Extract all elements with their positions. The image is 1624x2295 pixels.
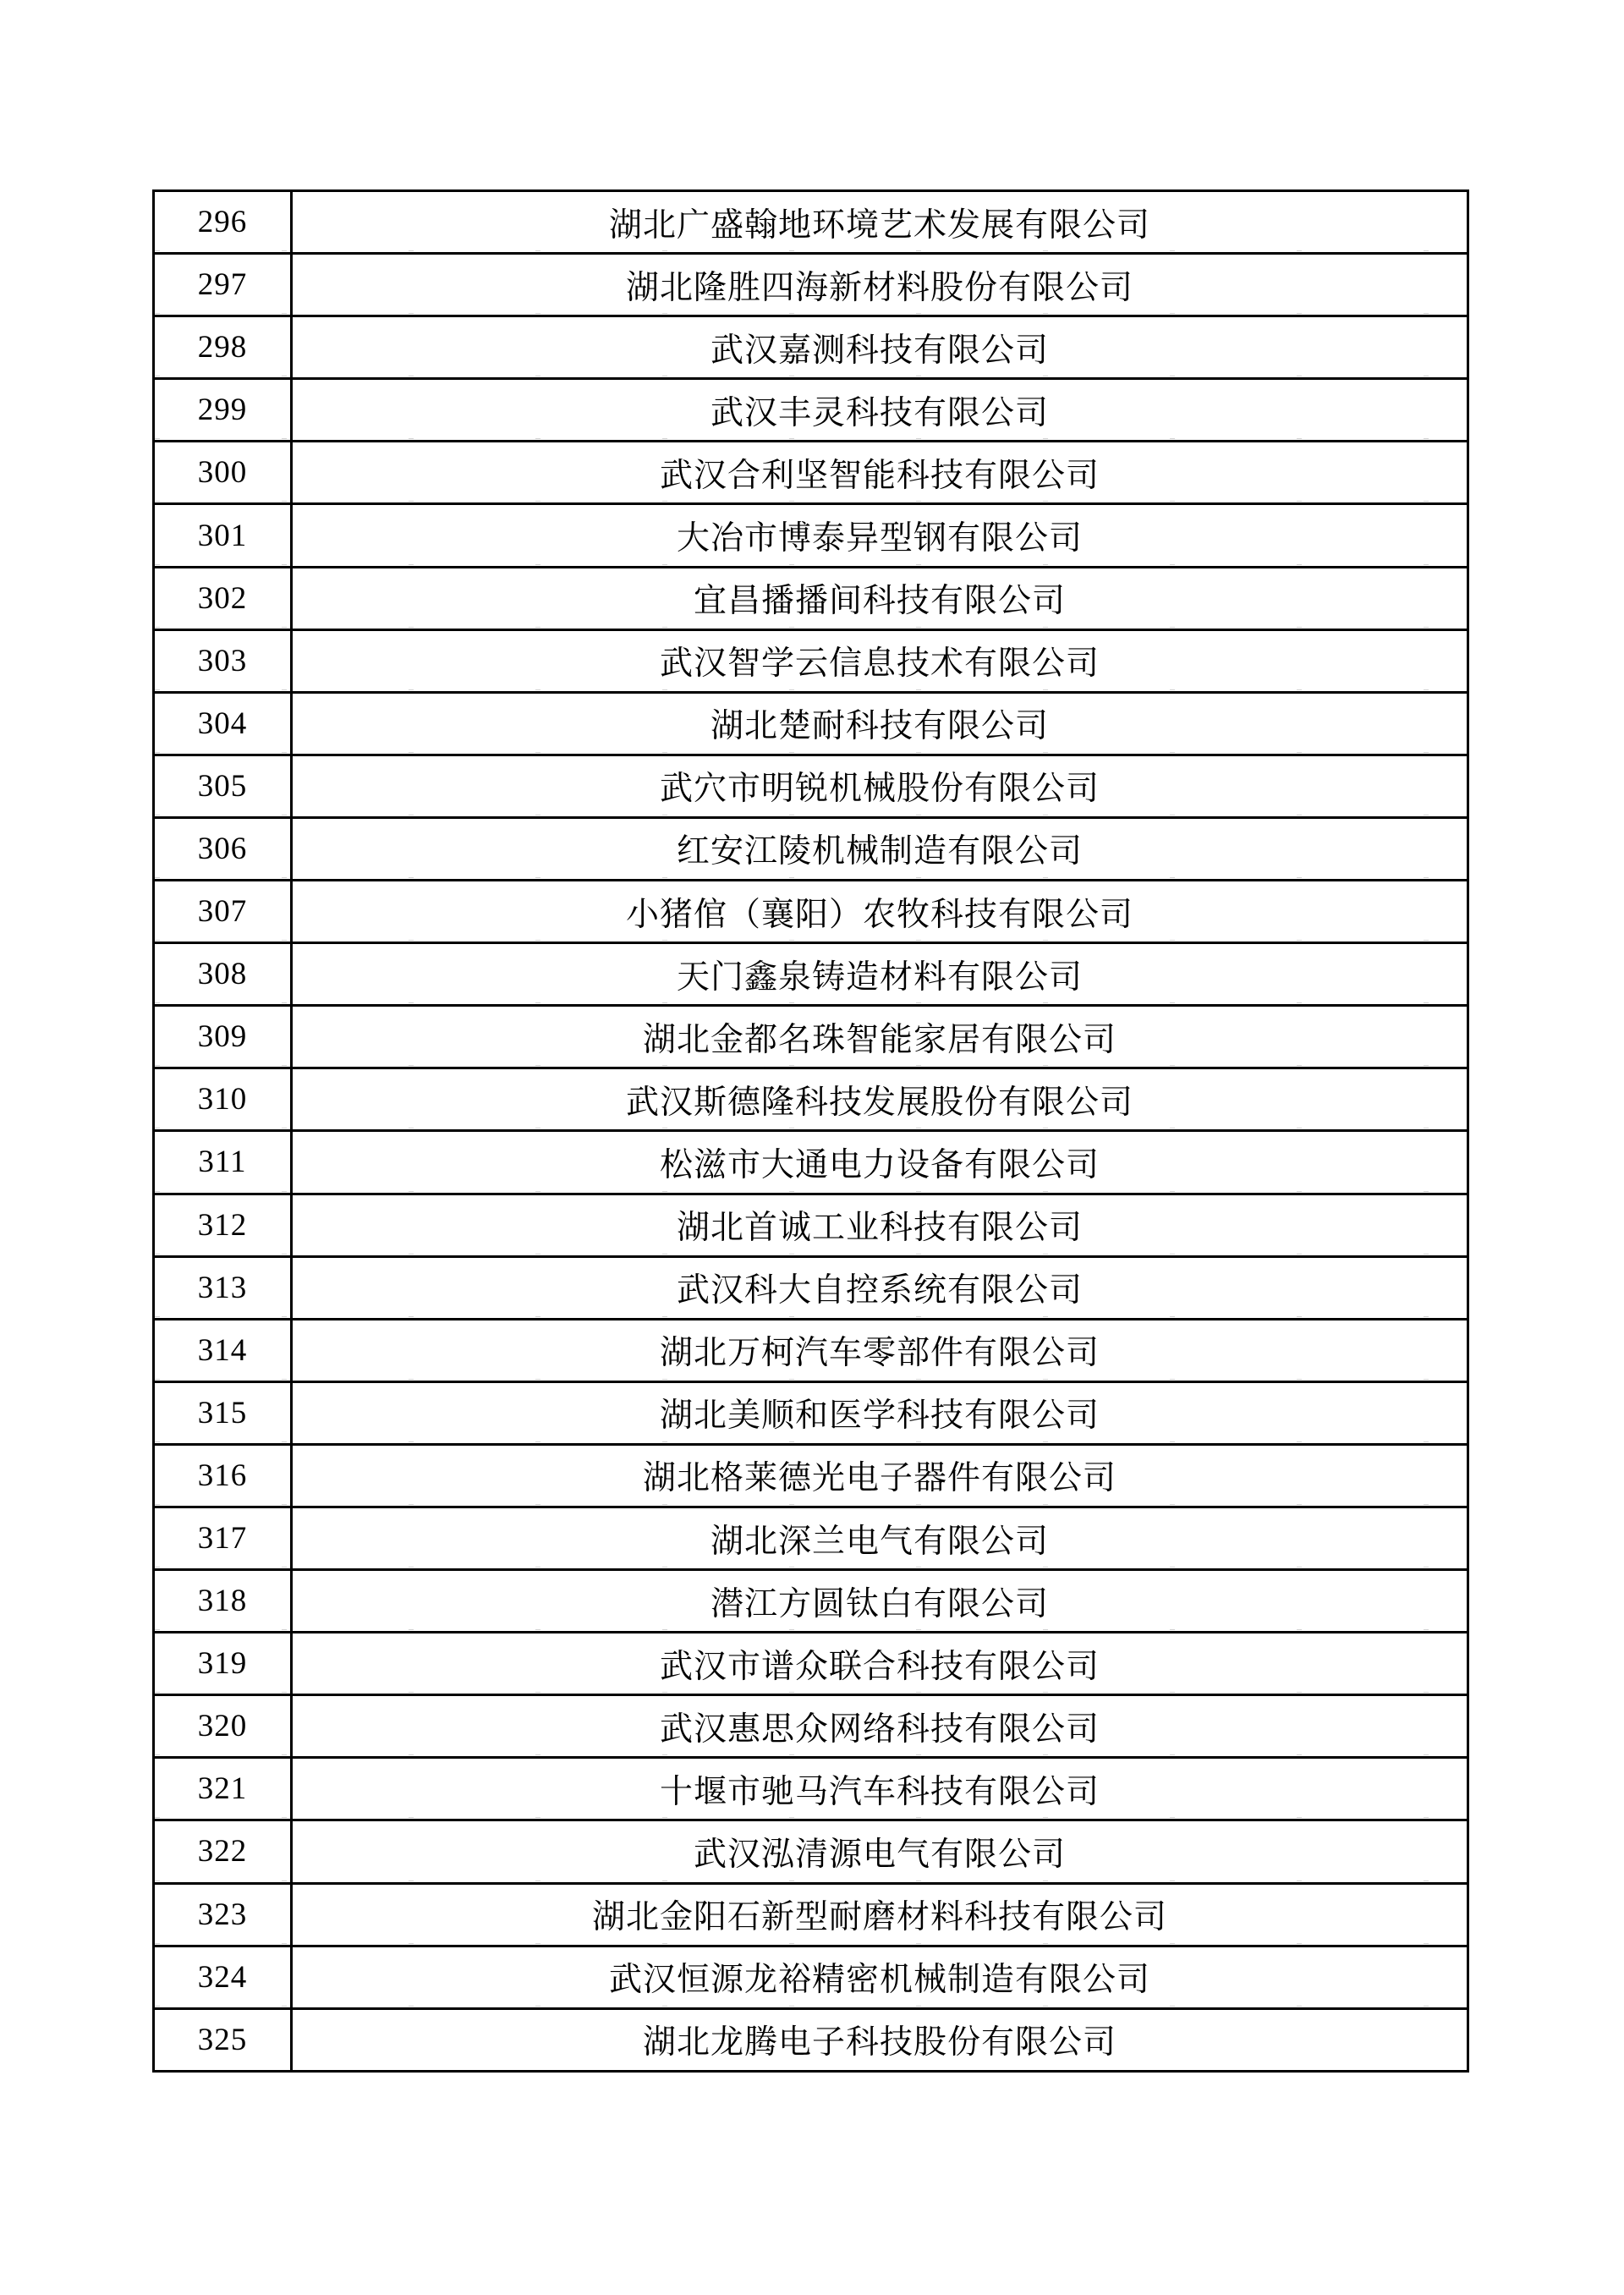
table-row [155,442,1467,505]
row-number-cell [155,505,293,565]
row-number-cell [155,1759,293,1819]
table-row [155,1696,1467,1759]
table-row [155,1821,1467,1884]
company-name-cell [293,1069,1467,1129]
row-number-cell [155,1195,293,1255]
company-name-cell [293,505,1467,565]
row-number: 315 [197,1395,248,1430]
table-row [155,1132,1467,1194]
table-row [155,944,1467,1007]
row-number-cell [155,631,293,691]
company-name-cell [293,1132,1467,1192]
row-number-cell [155,1258,293,1318]
company-name: 松滋市大通电力设备有限公司 [659,1146,1100,1183]
row-number: 312 [197,1207,248,1243]
row-number: 319 [197,1646,248,1682]
company-name: 武汉丰灵科技有限公司 [710,394,1049,431]
company-name: 十堰市驰马汽车科技有限公司 [659,1773,1100,1810]
table-row [155,881,1467,944]
row-number-cell [155,1947,293,2007]
row-number-cell [155,1633,293,1694]
company-name: 武汉合利坚智能科技有限公司 [659,457,1100,494]
company-name: 湖北龙腾电子科技股份有限公司 [642,2024,1116,2062]
company-name: 湖北楚耐科技有限公司 [710,708,1049,745]
row-number-cell [155,1132,293,1192]
row-number: 321 [197,1771,248,1807]
row-number-cell [155,192,293,252]
company-name: 湖北隆胜四海新材料股份有限公司 [625,269,1133,306]
company-name-cell [293,2010,1467,2070]
table-row [155,1383,1467,1446]
company-name-cell [293,192,1467,252]
table-row [155,1571,1467,1633]
company-name-cell [293,756,1467,816]
company-name-cell [293,255,1467,315]
table-row [155,568,1467,631]
row-number: 323 [197,1897,248,1932]
table-row [155,819,1467,881]
table-row [155,1885,1467,1947]
row-number: 320 [197,1709,248,1744]
row-number: 310 [197,1082,248,1117]
row-number-cell [155,1508,293,1568]
company-name: 湖北广盛翰地环境艺术发展有限公司 [608,206,1150,244]
row-number-cell [155,1069,293,1129]
table-row [155,694,1467,756]
company-name-cell [293,1885,1467,1945]
company-name: 湖北金阳石新型耐磨材料科技有限公司 [591,1899,1167,1936]
table-row [155,1633,1467,1696]
company-name-cell [293,1258,1467,1318]
company-name-cell [293,442,1467,502]
company-name-cell [293,1947,1467,2007]
row-number-cell [155,819,293,879]
company-name-cell [293,1821,1467,1881]
company-name-cell [293,317,1467,377]
row-number: 308 [197,957,248,992]
company-name-cell [293,1633,1467,1694]
company-name: 武汉惠思众网络科技有限公司 [659,1710,1100,1748]
row-number: 303 [197,643,248,678]
row-number-cell [155,694,293,754]
company-name: 湖北万柯汽车零部件有限公司 [659,1335,1100,1372]
company-name: 湖北金都名珠智能家居有限公司 [642,1021,1116,1058]
row-number: 313 [197,1270,248,1305]
row-number-cell [155,1320,293,1381]
company-name-cell [293,881,1467,942]
row-number: 299 [197,393,248,428]
row-number-cell [155,1446,293,1506]
row-number: 305 [197,768,248,804]
company-name-cell [293,1759,1467,1819]
company-name-cell [293,631,1467,691]
table-row [155,1759,1467,1821]
table-row [155,2010,1467,2070]
company-name: 武穴市明锐机械股份有限公司 [659,771,1100,808]
row-number: 314 [197,1332,248,1368]
company-name: 小猪倌（襄阳）农牧科技有限公司 [625,896,1133,933]
row-number: 302 [197,580,248,616]
row-number: 298 [197,330,248,365]
row-number: 300 [197,455,248,491]
row-number-cell [155,1821,293,1881]
table-row [155,317,1467,380]
row-number-cell [155,2010,293,2070]
row-number-cell [155,1696,293,1756]
row-number-cell [155,1571,293,1631]
company-name-cell [293,1446,1467,1506]
row-number: 301 [197,518,248,553]
row-number-cell [155,756,293,816]
table-row [155,1320,1467,1383]
company-name: 湖北首诚工业科技有限公司 [676,1210,1083,1247]
company-name: 大冶市博泰异型钢有限公司 [676,520,1083,557]
company-name-cell [293,819,1467,879]
company-name: 武汉斯德隆科技发展股份有限公司 [625,1084,1133,1121]
table-row [155,1947,1467,2010]
company-name: 武汉智学云信息技术有限公司 [659,645,1100,683]
table-row [155,255,1467,317]
company-name-cell [293,1007,1467,1067]
row-number: 306 [197,831,248,866]
table-row [155,1007,1467,1069]
table-row [155,1069,1467,1132]
table-row [155,1258,1467,1320]
row-number: 325 [197,2022,248,2057]
company-name: 湖北格莱德光电子器件有限公司 [642,1460,1116,1497]
company-name: 武汉泓清源电气有限公司 [693,1836,1066,1873]
company-name: 武汉嘉测科技有限公司 [710,332,1049,369]
company-name: 天门鑫泉铸造材料有限公司 [676,958,1083,996]
company-name: 湖北深兰电气有限公司 [710,1523,1049,1560]
company-name-cell [293,1383,1467,1443]
table-row [155,505,1467,568]
table-row [155,380,1467,442]
company-name-cell [293,1320,1467,1381]
company-name-cell [293,1508,1467,1568]
table-row [155,631,1467,694]
row-number-cell [155,944,293,1004]
row-number-cell [155,255,293,315]
company-list-table [152,189,1469,2073]
company-name-cell [293,944,1467,1004]
company-name: 武汉市谱众联合科技有限公司 [659,1648,1100,1685]
company-name: 湖北美顺和医学科技有限公司 [659,1397,1100,1435]
row-number: 324 [197,1959,248,1995]
company-name: 宜昌播播间科技有限公司 [693,583,1066,620]
row-number: 309 [197,1019,248,1055]
row-number: 317 [197,1521,248,1557]
company-name-cell [293,1696,1467,1756]
row-number: 316 [197,1458,248,1493]
row-number: 318 [197,1584,248,1619]
row-number-cell [155,317,293,377]
company-name-cell [293,568,1467,629]
row-number-cell [155,1007,293,1067]
table-row [155,1446,1467,1508]
row-number-cell [155,568,293,629]
row-number: 307 [197,894,248,930]
company-name-cell [293,380,1467,440]
row-number: 297 [197,267,248,303]
company-name-cell [293,1195,1467,1255]
row-number: 311 [198,1145,247,1180]
row-number: 304 [197,706,248,741]
table-row [155,756,1467,819]
company-name: 武汉科大自控系统有限公司 [676,1272,1083,1309]
table-row [155,1195,1467,1258]
company-name-cell [293,694,1467,754]
table-row [155,1508,1467,1571]
company-name: 红安江陵机械制造有限公司 [676,833,1083,870]
company-name-cell [293,1571,1467,1631]
row-number-cell [155,442,293,502]
table-row [155,192,1467,255]
company-name: 潜江方圆钛白有限公司 [710,1585,1049,1622]
row-number-cell [155,1383,293,1443]
row-number: 322 [197,1834,248,1869]
row-number-cell [155,881,293,942]
row-number-cell [155,1885,293,1945]
row-number-cell [155,380,293,440]
company-name: 武汉恒源龙裕精密机械制造有限公司 [608,1962,1150,1999]
row-number: 296 [197,205,248,240]
